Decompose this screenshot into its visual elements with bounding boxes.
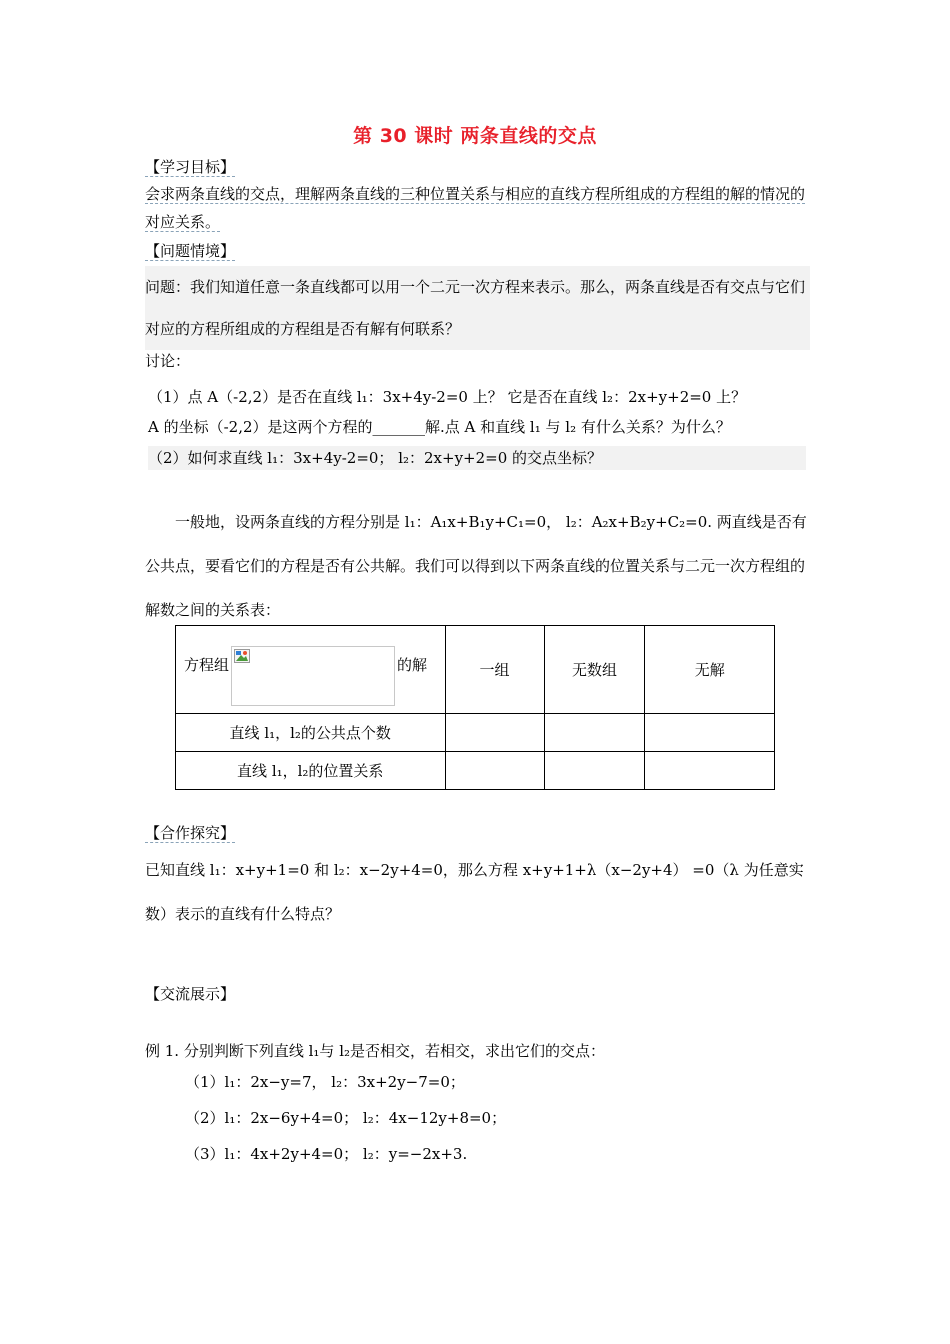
equation-image-placeholder — [231, 646, 395, 706]
example-intro: 例 1. 分别判断下列直线 l₁与 l₂是否相交，若相交，求出它们的交点： — [145, 1042, 606, 1060]
cooperate-heading-text: 【合作探究】 — [145, 824, 236, 842]
discussion-q2: （2）如何求直线 l₁：3x+4y-2=0； l₂：2x+y+2=0 的交点坐标？ — [148, 446, 806, 470]
table-cell — [544, 752, 645, 790]
relation-table — [175, 625, 775, 790]
row-label-common-points: 直线 l₁，l₂的公共点个数 — [176, 714, 446, 752]
section-heading-situation — [145, 240, 235, 261]
objectives-body: 会求两条直线的交点，理解两条直线的三种位置关系与相应的直线方程所组成的方程组的解的情况的对应关系。 — [145, 185, 806, 231]
discussion-label: 讨论： — [145, 352, 191, 370]
table-row — [176, 752, 775, 790]
cooperate-text: 已知直线 l₁：x+y+1=0 和 l₂：x−2y+4=0，那么方程 x+y+1+λ（x−2y+4） =0（λ 为任意实数）表示的直线有什么特点？ — [145, 861, 804, 923]
objectives-heading-text: 【学习目标】 — [145, 158, 236, 176]
table-cell — [544, 714, 645, 752]
col-no-solution: 无解 — [645, 626, 775, 714]
table-cell — [445, 714, 544, 752]
example-item-2: （2）l₁：2x−6y+4=0； l₂：4x−12y+8=0； — [185, 1109, 507, 1127]
table-cell — [445, 752, 544, 790]
col-one-solution: 一组 — [445, 626, 544, 714]
broken-image-icon — [234, 649, 250, 663]
section-heading-exchange: 【交流展示】 — [145, 985, 236, 1003]
table-header-row — [176, 626, 775, 714]
row-label-position-relation: 直线 l₁，l₂的位置关系 — [176, 752, 446, 790]
general-text: 一般地，设两条直线的方程分别是 l₁：A₁x+B₁y+C₁=0， l₂：A₂x+B₂y+C₂=0. 两直线是否有公共点，要看它们的方程是否有公共解。我们可以得到以下两条直线的位置关系与二元一次方程组的解数之间的关系表： — [145, 513, 807, 619]
discussion-q1b: A 的坐标（-2,2）是这两个方程的_______解.点 A 和直线 l₁ 与 l₂ 有什么关系？为什么？ — [148, 418, 731, 436]
header-suffix: 的解 — [397, 656, 428, 674]
section-heading-cooperate — [145, 822, 235, 843]
table-row — [176, 714, 775, 752]
example-item-3: （3）l₁：4x+2y+4=0； l₂：y=−2x+3. — [185, 1145, 468, 1163]
table-cell — [645, 752, 775, 790]
table-cell — [645, 714, 775, 752]
table-header-cell — [176, 626, 446, 714]
situation-heading-text: 【问题情境】 — [145, 242, 236, 260]
section-heading-objectives — [145, 156, 235, 177]
objectives-text — [145, 180, 810, 236]
example-item-1: （1）l₁：2x−y=7， l₂：3x+2y−7=0； — [185, 1073, 465, 1091]
page-title: 第 30 课时 两条直线的交点 — [353, 125, 597, 147]
discussion-q1a: （1）点 A（-2,2）是否在直线 l₁：3x+4y-2=0 上？ 它是否在直线 l₂：2x+y+2=0 上？ — [148, 388, 747, 406]
header-prefix: 方程组 — [184, 656, 230, 674]
col-infinite-solutions: 无数组 — [544, 626, 645, 714]
situation-text: 问题：我们知道任意一条直线都可以用一个二元一次方程来表示。那么，两条直线是否有交点与它们对应的方程所组成的方程组是否有解有何联系？ — [145, 266, 810, 350]
